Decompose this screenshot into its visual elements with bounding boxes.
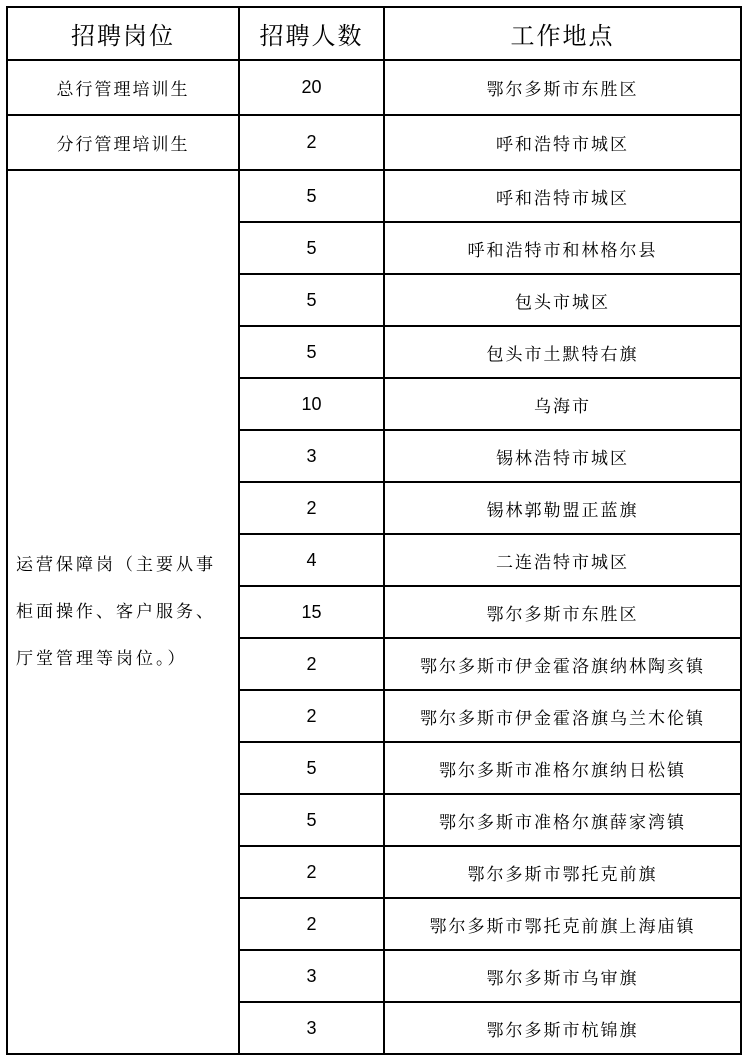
position-count: 20 [239, 60, 384, 115]
position-location: 包头市土默特右旗 [384, 326, 741, 378]
position-count: 3 [239, 950, 384, 1002]
position-count: 3 [239, 1002, 384, 1054]
operations-position-name [7, 170, 239, 1054]
position-location: 鄂尔多斯市鄂托克前旗 [384, 846, 741, 898]
position-location: 鄂尔多斯市东胜区 [384, 60, 741, 115]
position-count: 4 [239, 534, 384, 586]
header-count: 招聘人数 [239, 7, 384, 60]
position-count: 15 [239, 586, 384, 638]
position-count: 5 [239, 326, 384, 378]
position-count: 5 [239, 794, 384, 846]
position-location: 二连浩特市城区 [384, 534, 741, 586]
position-count: 2 [239, 638, 384, 690]
position-location: 鄂尔多斯市乌审旗 [384, 950, 741, 1002]
header-position: 招聘岗位 [7, 7, 239, 60]
position-location: 鄂尔多斯市东胜区 [384, 586, 741, 638]
position-location: 锡林郭勒盟正蓝旗 [384, 482, 741, 534]
position-count: 5 [239, 274, 384, 326]
position-location: 乌海市 [384, 378, 741, 430]
position-count: 5 [239, 170, 384, 222]
operations-name-line: 厅堂管理等岗位。） [16, 648, 188, 669]
position-location: 呼和浩特市城区 [384, 115, 741, 170]
recruitment-table [6, 6, 742, 1055]
position-count: 2 [239, 115, 384, 170]
position-name: 总行管理培训生 [7, 60, 239, 115]
table-row [7, 60, 741, 115]
table-row [7, 115, 741, 170]
operations-name-line: 柜面操作、客户服务、 [16, 601, 216, 622]
header-location: 工作地点 [384, 7, 741, 60]
position-location: 鄂尔多斯市准格尔旗薛家湾镇 [384, 794, 741, 846]
position-location: 鄂尔多斯市伊金霍洛旗乌兰木伦镇 [384, 690, 741, 742]
position-location: 鄂尔多斯市鄂托克前旗上海庙镇 [384, 898, 741, 950]
position-count: 2 [239, 898, 384, 950]
position-location: 锡林浩特市城区 [384, 430, 741, 482]
position-location: 鄂尔多斯市杭锦旗 [384, 1002, 741, 1054]
position-location: 包头市城区 [384, 274, 741, 326]
position-count: 2 [239, 482, 384, 534]
position-count: 5 [239, 222, 384, 274]
table-row [7, 170, 741, 222]
position-count: 3 [239, 430, 384, 482]
position-location: 呼和浩特市城区 [384, 170, 741, 222]
position-location: 鄂尔多斯市准格尔旗纳日松镇 [384, 742, 741, 794]
position-location: 鄂尔多斯市伊金霍洛旗纳林陶亥镇 [384, 638, 741, 690]
header-row [7, 7, 741, 60]
operations-name-line: 运营保障岗（主要从事 [16, 554, 216, 575]
position-count: 5 [239, 742, 384, 794]
position-name: 分行管理培训生 [7, 115, 239, 170]
position-count: 10 [239, 378, 384, 430]
position-count: 2 [239, 846, 384, 898]
position-location: 呼和浩特市和林格尔县 [384, 222, 741, 274]
position-count: 2 [239, 690, 384, 742]
